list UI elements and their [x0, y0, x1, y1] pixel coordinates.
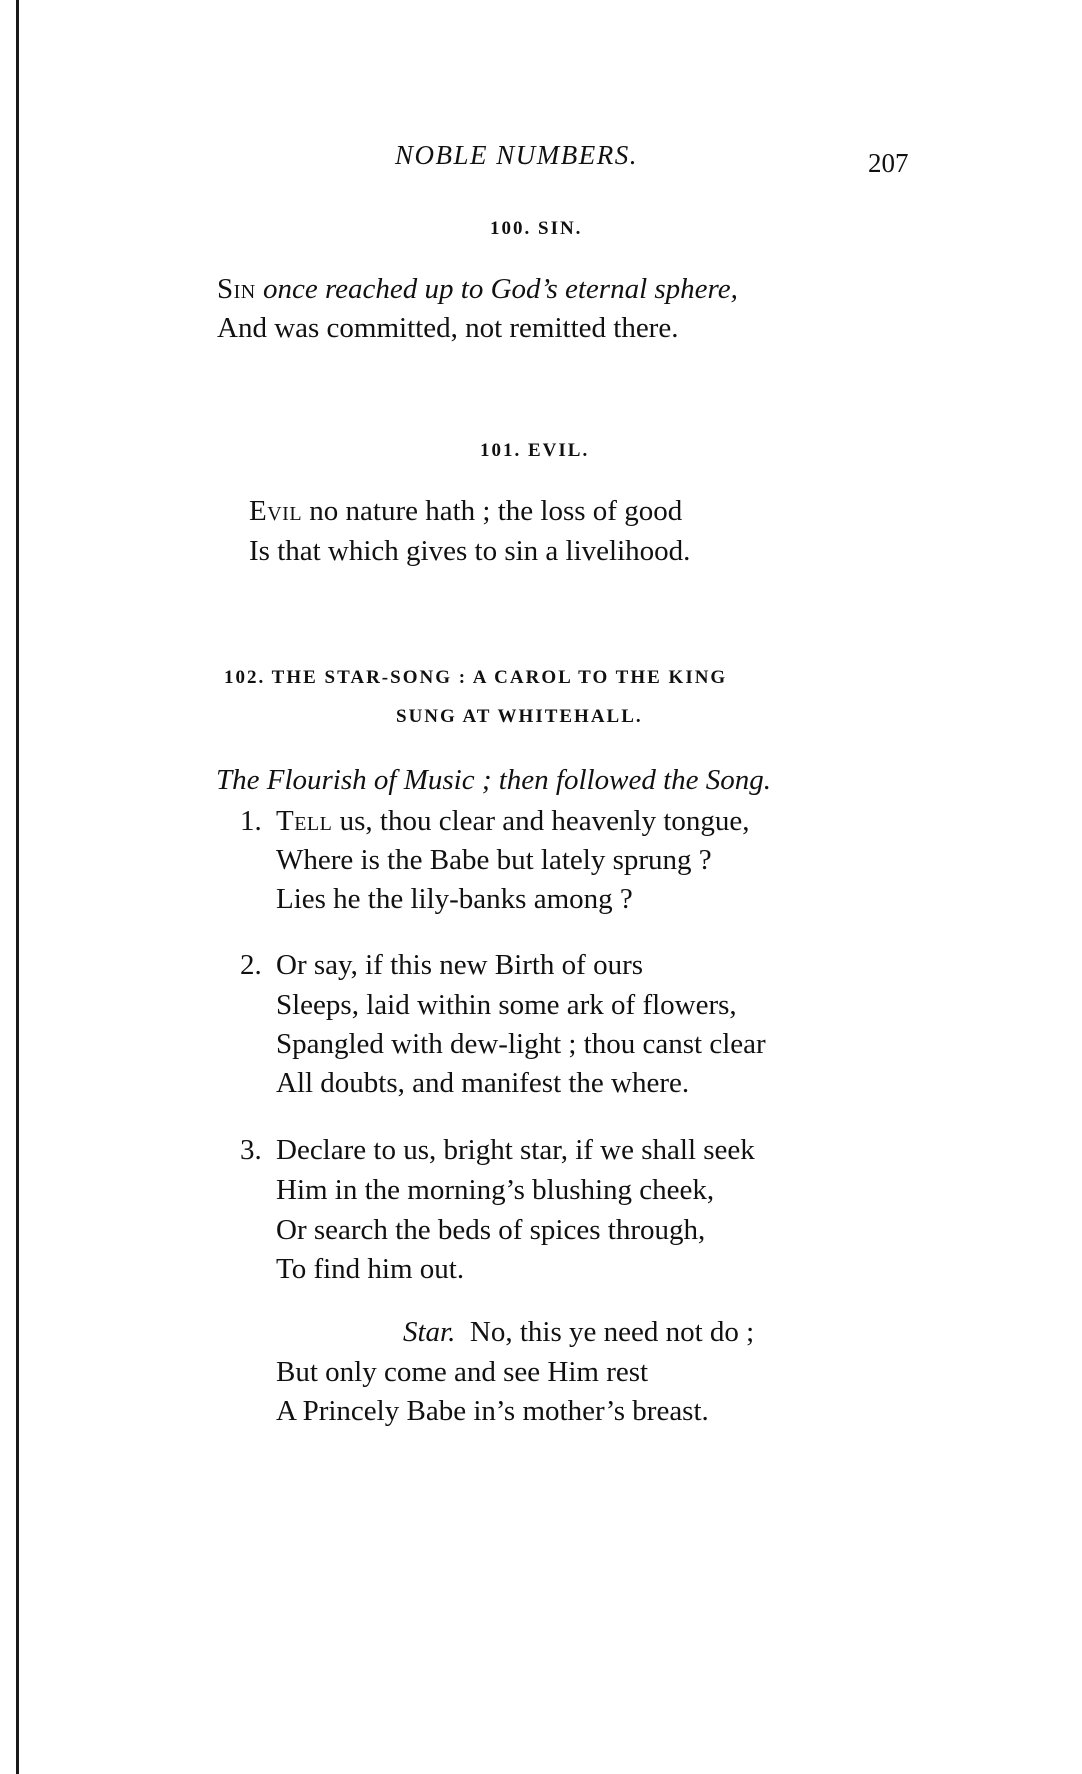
poem-line: All doubts, and manifest the where.: [276, 1067, 690, 1099]
poem-line-lead: Tell: [276, 805, 333, 837]
poem-line: Him in the morning’s blushing cheek,: [276, 1174, 715, 1206]
poem-line: [217, 269, 738, 309]
poem-line-rest: us, thou clear and heavenly tongue,: [332, 805, 750, 837]
poem-line-rest: once reached up to God’s eternal sphere,: [255, 273, 738, 305]
poem-heading: 102. THE STAR-SONG : A CAROL TO THE KING: [224, 667, 728, 688]
poem-heading: 100. SIN.: [490, 218, 583, 239]
poem-line-rest: no nature hath ; the loss of good: [302, 495, 683, 527]
poem-line: Where is the Babe but lately sprung ?: [276, 844, 712, 876]
binding-edge-line: [16, 0, 19, 1774]
poem-line: To find him out.: [276, 1253, 465, 1285]
stanza-number: 2.: [240, 949, 262, 981]
poem-line: A Princely Babe in’s mother’s breast.: [276, 1395, 709, 1427]
star-reply-text: No, this ye need not do ;: [469, 1316, 755, 1348]
intro-line: [216, 760, 771, 800]
poem-line: Declare to us, bright star, if we shall seek: [276, 1134, 755, 1166]
poem-line: Is that which gives to sin a livelihood.: [249, 535, 691, 567]
intro-part1: The Flourish of Music ;: [216, 764, 492, 796]
poem-line: Or search the beds of spices through,: [276, 1214, 706, 1246]
poem-line: Spangled with dew-light ; thou canst clear: [276, 1028, 766, 1060]
speaker-name: Star.: [403, 1316, 456, 1348]
poem-line-lead: Evil: [249, 495, 303, 527]
poem-line-lead: Sin: [217, 273, 256, 305]
running-head-title: NOBLE NUMBERS.: [395, 140, 638, 170]
stanza-number: 1.: [240, 805, 262, 837]
poem-line: Sleeps, laid within some ark of flowers,: [276, 989, 737, 1021]
intro-part2: then followed the Song.: [491, 764, 771, 796]
page-number: 207: [868, 148, 909, 178]
poem-line: Lies he the lily-banks among ?: [276, 883, 633, 915]
poem-line: [249, 491, 682, 531]
poem-line: Or say, if this new Birth of ours: [276, 949, 644, 981]
star-reply-first-line: [403, 1312, 754, 1352]
poem-line: But only come and see Him rest: [276, 1356, 649, 1388]
poem-line: And was committed, not remitted there.: [217, 312, 679, 344]
poem-heading: 101. EVIL.: [480, 440, 590, 461]
poem-heading-line2: SUNG AT WHITEHALL.: [396, 706, 643, 727]
stanza-number: 3.: [240, 1134, 262, 1166]
poem-line: [276, 801, 750, 841]
